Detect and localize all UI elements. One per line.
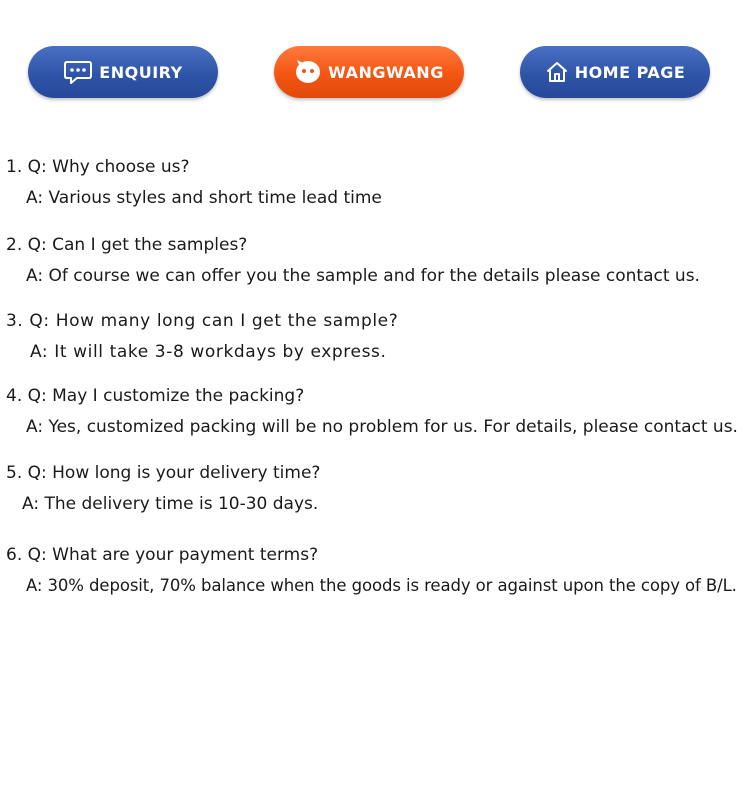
faq-question: 4. Q: May I customize the packing?: [6, 386, 305, 406]
faq-answer: A: The delivery time is 10-30 days.: [22, 494, 319, 514]
faq-item-5: [6, 462, 320, 515]
wangwang-icon: [294, 59, 322, 85]
faq-answer: A: Yes, customized packing will be no problem for us. For details, please contact us.: [26, 417, 738, 437]
wangwang-label: WANGWANG: [328, 62, 444, 82]
wangwang-button[interactable]: [274, 46, 464, 98]
faq-answer: A: Of course we can offer you the sample and for the details please contact us.: [26, 266, 700, 286]
home-page-button[interactable]: [520, 46, 710, 98]
faq-question: 5. Q: How long is your delivery time?: [6, 463, 321, 483]
home-page-label: HOME PAGE: [574, 62, 686, 82]
chat-icon: [63, 59, 93, 85]
faq-item-3: [6, 310, 398, 363]
faq-question: 2. Q: Can I get the samples?: [6, 235, 248, 255]
faq-item-4: [6, 385, 738, 438]
faq-item-6: [6, 544, 737, 597]
enquiry-button[interactable]: [28, 46, 218, 98]
faq-item-1: [6, 156, 382, 209]
faq-item-2: [6, 234, 700, 287]
faq-answer: A: Various styles and short time lead time: [26, 188, 382, 208]
home-icon: [545, 60, 569, 84]
enquiry-label: ENQUIRY: [99, 62, 183, 82]
faq-answer: A: It will take 3-8 workdays by express.: [30, 342, 387, 362]
faq-answer: A: 30% deposit, 70% balance when the goods is ready or against upon the copy of B/L.: [26, 576, 737, 595]
faq-question: 6. Q: What are your payment terms?: [6, 545, 319, 565]
faq-question: 1. Q: Why choose us?: [6, 157, 190, 177]
faq-question: 3. Q: How many long can I get the sample?: [6, 311, 399, 331]
